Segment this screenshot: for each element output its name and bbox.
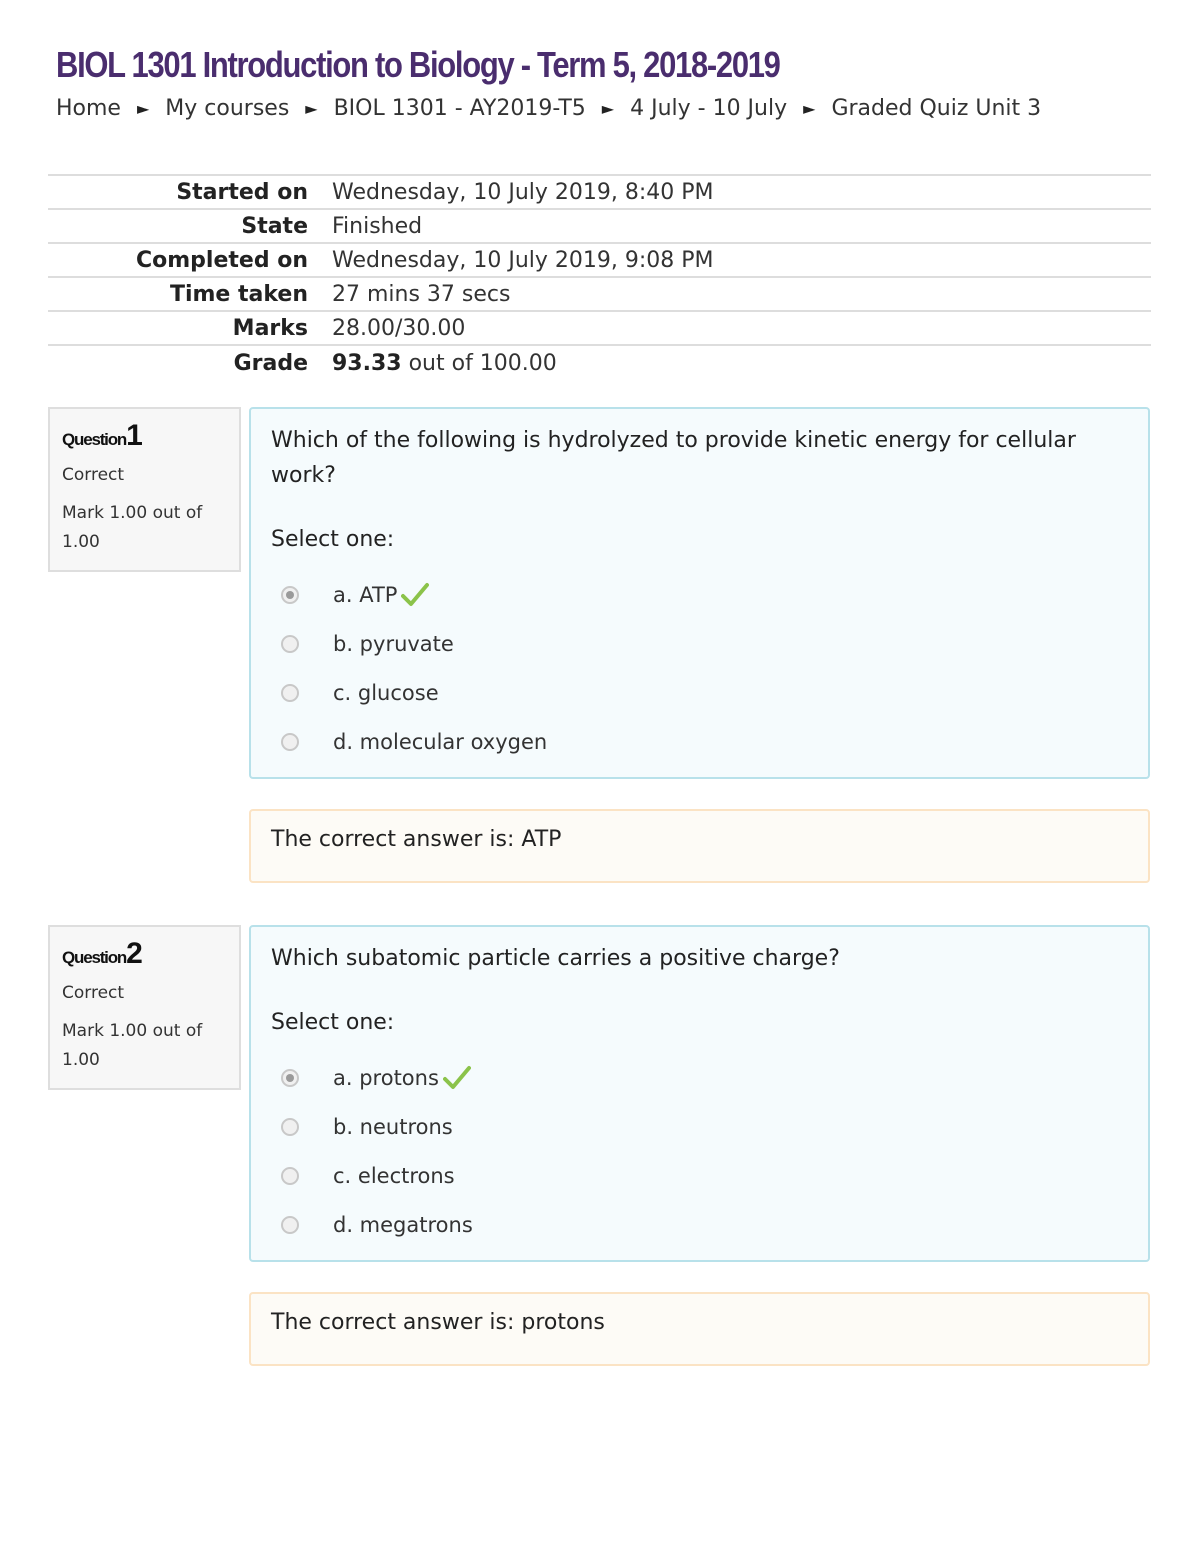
summary-value: Wednesday, 10 July 2019, 8:40 PM <box>332 179 714 205</box>
answer-option[interactable] <box>271 619 1128 668</box>
summary-value <box>308 351 557 376</box>
question-num: 2 <box>126 937 142 970</box>
answer-option[interactable] <box>271 668 1128 717</box>
triangle-right-icon: ► <box>601 99 615 118</box>
summary-label: State <box>241 213 308 239</box>
breadcrumb <box>56 96 1041 121</box>
breadcrumb-week[interactable]: 4 July - 10 July <box>630 96 788 121</box>
triangle-right-icon: ► <box>136 99 150 118</box>
correct-answer-feedback: The correct answer is: ATP <box>249 809 1150 883</box>
breadcrumb-my-courses[interactable]: My courses <box>165 96 290 121</box>
page-title: BIOL 1301 Introduction to Biology - Term 5, 2018-2019 <box>56 44 780 85</box>
summary-row-marks <box>48 312 1151 346</box>
answer-label: c. glucose <box>333 680 439 705</box>
question-mark: Mark 1.00 out of 1.00 <box>62 503 203 552</box>
radio-button[interactable] <box>281 1118 299 1136</box>
answer-label: c. electrons <box>333 1163 455 1188</box>
answer-label: b. neutrons <box>333 1114 453 1139</box>
summary-row-started <box>48 176 1151 210</box>
question-content <box>249 925 1150 1262</box>
answer-option[interactable] <box>271 1151 1128 1200</box>
question-info <box>48 925 241 1090</box>
answer-list <box>271 1053 1128 1249</box>
summary-label: Started on <box>176 179 308 205</box>
radio-button[interactable] <box>281 684 299 702</box>
check-icon <box>401 582 429 608</box>
question-number <box>62 419 227 453</box>
summary-value: Wednesday, 10 July 2019, 9:08 PM <box>332 247 714 273</box>
answer-option[interactable] <box>271 1053 1128 1102</box>
grade-suffix: out of 100.00 <box>401 350 557 376</box>
radio-button[interactable] <box>281 635 299 653</box>
answer-label: a. ATP <box>333 582 398 607</box>
question-num: 1 <box>126 419 142 452</box>
question-content <box>249 407 1150 779</box>
answer-label: b. pyruvate <box>333 631 454 656</box>
grade-score: 93.33 <box>332 350 402 376</box>
select-prompt: Select one: <box>271 527 395 552</box>
answer-option[interactable] <box>271 1200 1128 1249</box>
correct-answer-feedback: The correct answer is: protons <box>249 1292 1150 1366</box>
check-icon <box>443 1065 471 1091</box>
answer-label: a. protons <box>333 1065 439 1090</box>
question-mark: Mark 1.00 out of 1.00 <box>62 1021 203 1070</box>
summary-value: Finished <box>332 213 423 239</box>
summary-value: 27 mins 37 secs <box>332 281 511 307</box>
answer-option[interactable] <box>271 570 1128 619</box>
radio-button[interactable] <box>281 1216 299 1234</box>
answer-option[interactable] <box>271 717 1128 766</box>
summary-row-time-taken <box>48 278 1151 312</box>
question-info <box>48 407 241 572</box>
summary-label: Marks <box>232 315 308 341</box>
question-word: Question <box>62 430 127 449</box>
question-state: Correct <box>62 983 125 1003</box>
question-state: Correct <box>62 465 125 485</box>
triangle-right-icon: ► <box>803 99 816 118</box>
summary-row-grade <box>48 346 1151 380</box>
answer-label: d. megatrons <box>333 1212 473 1237</box>
radio-button-selected[interactable] <box>281 586 299 604</box>
breadcrumb-home[interactable]: Home <box>56 96 121 121</box>
select-prompt: Select one: <box>271 1010 395 1035</box>
summary-row-completed <box>48 244 1151 278</box>
quiz-summary-table <box>48 174 1151 380</box>
radio-button[interactable] <box>281 1167 299 1185</box>
breadcrumb-course[interactable]: BIOL 1301 - AY2019-T5 <box>333 96 586 121</box>
summary-value: 28.00/30.00 <box>332 315 466 341</box>
summary-row-state <box>48 210 1151 244</box>
question-word: Question <box>62 948 127 967</box>
answer-label: d. molecular oxygen <box>333 729 548 754</box>
answer-list <box>271 570 1128 766</box>
question-text: Which subatomic particle carries a positive charge? <box>271 946 840 971</box>
answer-option[interactable] <box>271 1102 1128 1151</box>
summary-label: Time taken <box>169 281 308 307</box>
question-number <box>62 937 227 971</box>
breadcrumb-quiz[interactable]: Graded Quiz Unit 3 <box>831 96 1042 121</box>
summary-label: Completed on <box>135 247 308 273</box>
summary-label: Grade <box>233 350 308 376</box>
radio-button-selected[interactable] <box>281 1069 299 1087</box>
radio-button[interactable] <box>281 733 299 751</box>
triangle-right-icon: ► <box>305 99 318 118</box>
question-text: Which of the following is hydrolyzed to provide kinetic energy for cellular work? <box>271 428 1076 488</box>
